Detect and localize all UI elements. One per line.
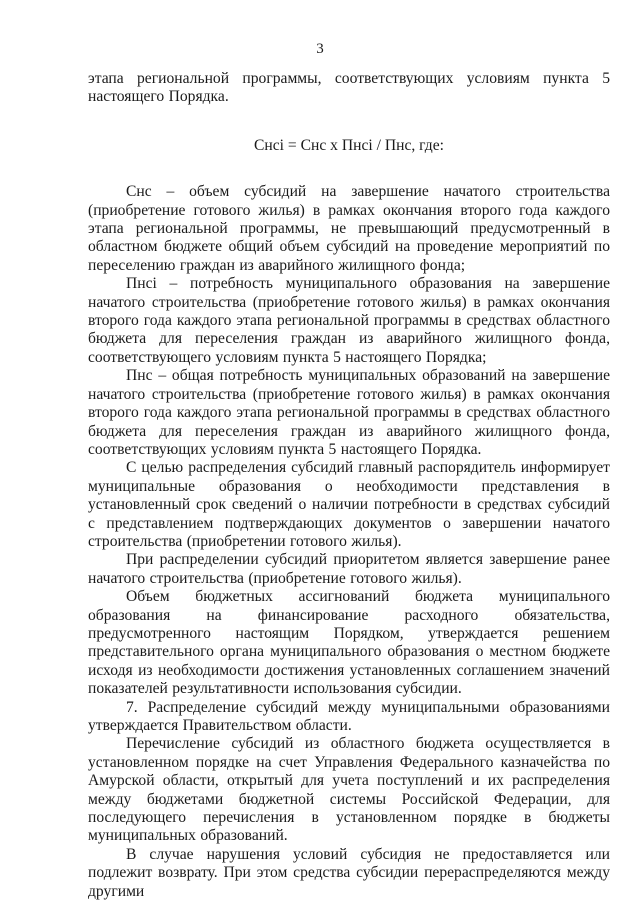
formula: Снсi = Снс х Пнсi / Пнс, где: bbox=[254, 136, 444, 154]
paragraph-budget-allocation: Объем бюджетных ассигнований бюджета муниципального образования на финансирование расходного обязательства, предусмотренного настоящим Порядком, утверждается решением представительного органа муниципального образования о местном бюджете исходя из необходимости достижения установленных соглашением значений показателей результативности использования субсидии. bbox=[88, 588, 610, 698]
paragraph-informing: С целью распределения субсидий главный распорядитель информирует муниципальные образования о необходимости представления в установленный срок сведений о наличии потребности в средствах субсидий с представлением подтверждающих документов о завершении начатого строительства (приобретении готового жилья). bbox=[88, 459, 610, 550]
paragraph-priority: При распределении субсидий приоритетом является завершение ранее начатого строительства (приобретение готового жилья). bbox=[88, 551, 610, 587]
paragraph-snc-definition: Снс – объем субсидий на завершение начатого строительства (приобретение готового жилья) в рамках окончания второго года каждого этапа региональной программы, не превышающий предусмотренный в областном бюджете общий объем субсидий на проведение мероприятий по переселению граждан из аварийного жилищного фонда; bbox=[88, 183, 610, 274]
paragraph-pnsi-definition: Пнсi – потребность муниципального образования на завершение начатого строительства (приобретение готового жилья) в рамках окончания второго года каждого этапа региональной программы в средствах областного бюджета для переселения граждан из аварийного жилищного фонда, соответствующего условиям пункта 5 настоящего Порядка; bbox=[88, 275, 610, 366]
paragraph-violation: В случае нарушения условий субсидия не предоставляется или подлежит возврату. При этом средства субсидии перераспределяются между другими bbox=[88, 845, 610, 900]
page-number: 3 bbox=[316, 41, 324, 57]
paragraph-transfer: Перечисление субсидий из областного бюджета осуществляется в установленном порядке на счет Управления Федерального казначейства по Амурской области, открытый для учета поступлений и их распределения между бюджетами бюджетной системы Российской Федерации, для последующего перечисления в установленном порядке в бюджеты муниципальных образований. bbox=[88, 735, 610, 845]
paragraph-pns-definition: Пнс – общая потребность муниципальных образований на завершение начатого строительства (приобретение готового жилья) в рамках окончания второго года каждого этапа региональной программы в средствах областного бюджета для переселения граждан из аварийного жилищного фонда, соответствующих условиям пункта 5 настоящего Порядка. bbox=[88, 367, 610, 458]
paragraph-item-7: 7. Распределение субсидий между муниципальными образованиями утверждается Правительством области. bbox=[88, 698, 610, 734]
document-body bbox=[88, 70, 610, 901]
paragraph-continuation: этапа региональной программы, соответствующих условиям пункта 5 настоящего Порядка. bbox=[88, 70, 610, 106]
